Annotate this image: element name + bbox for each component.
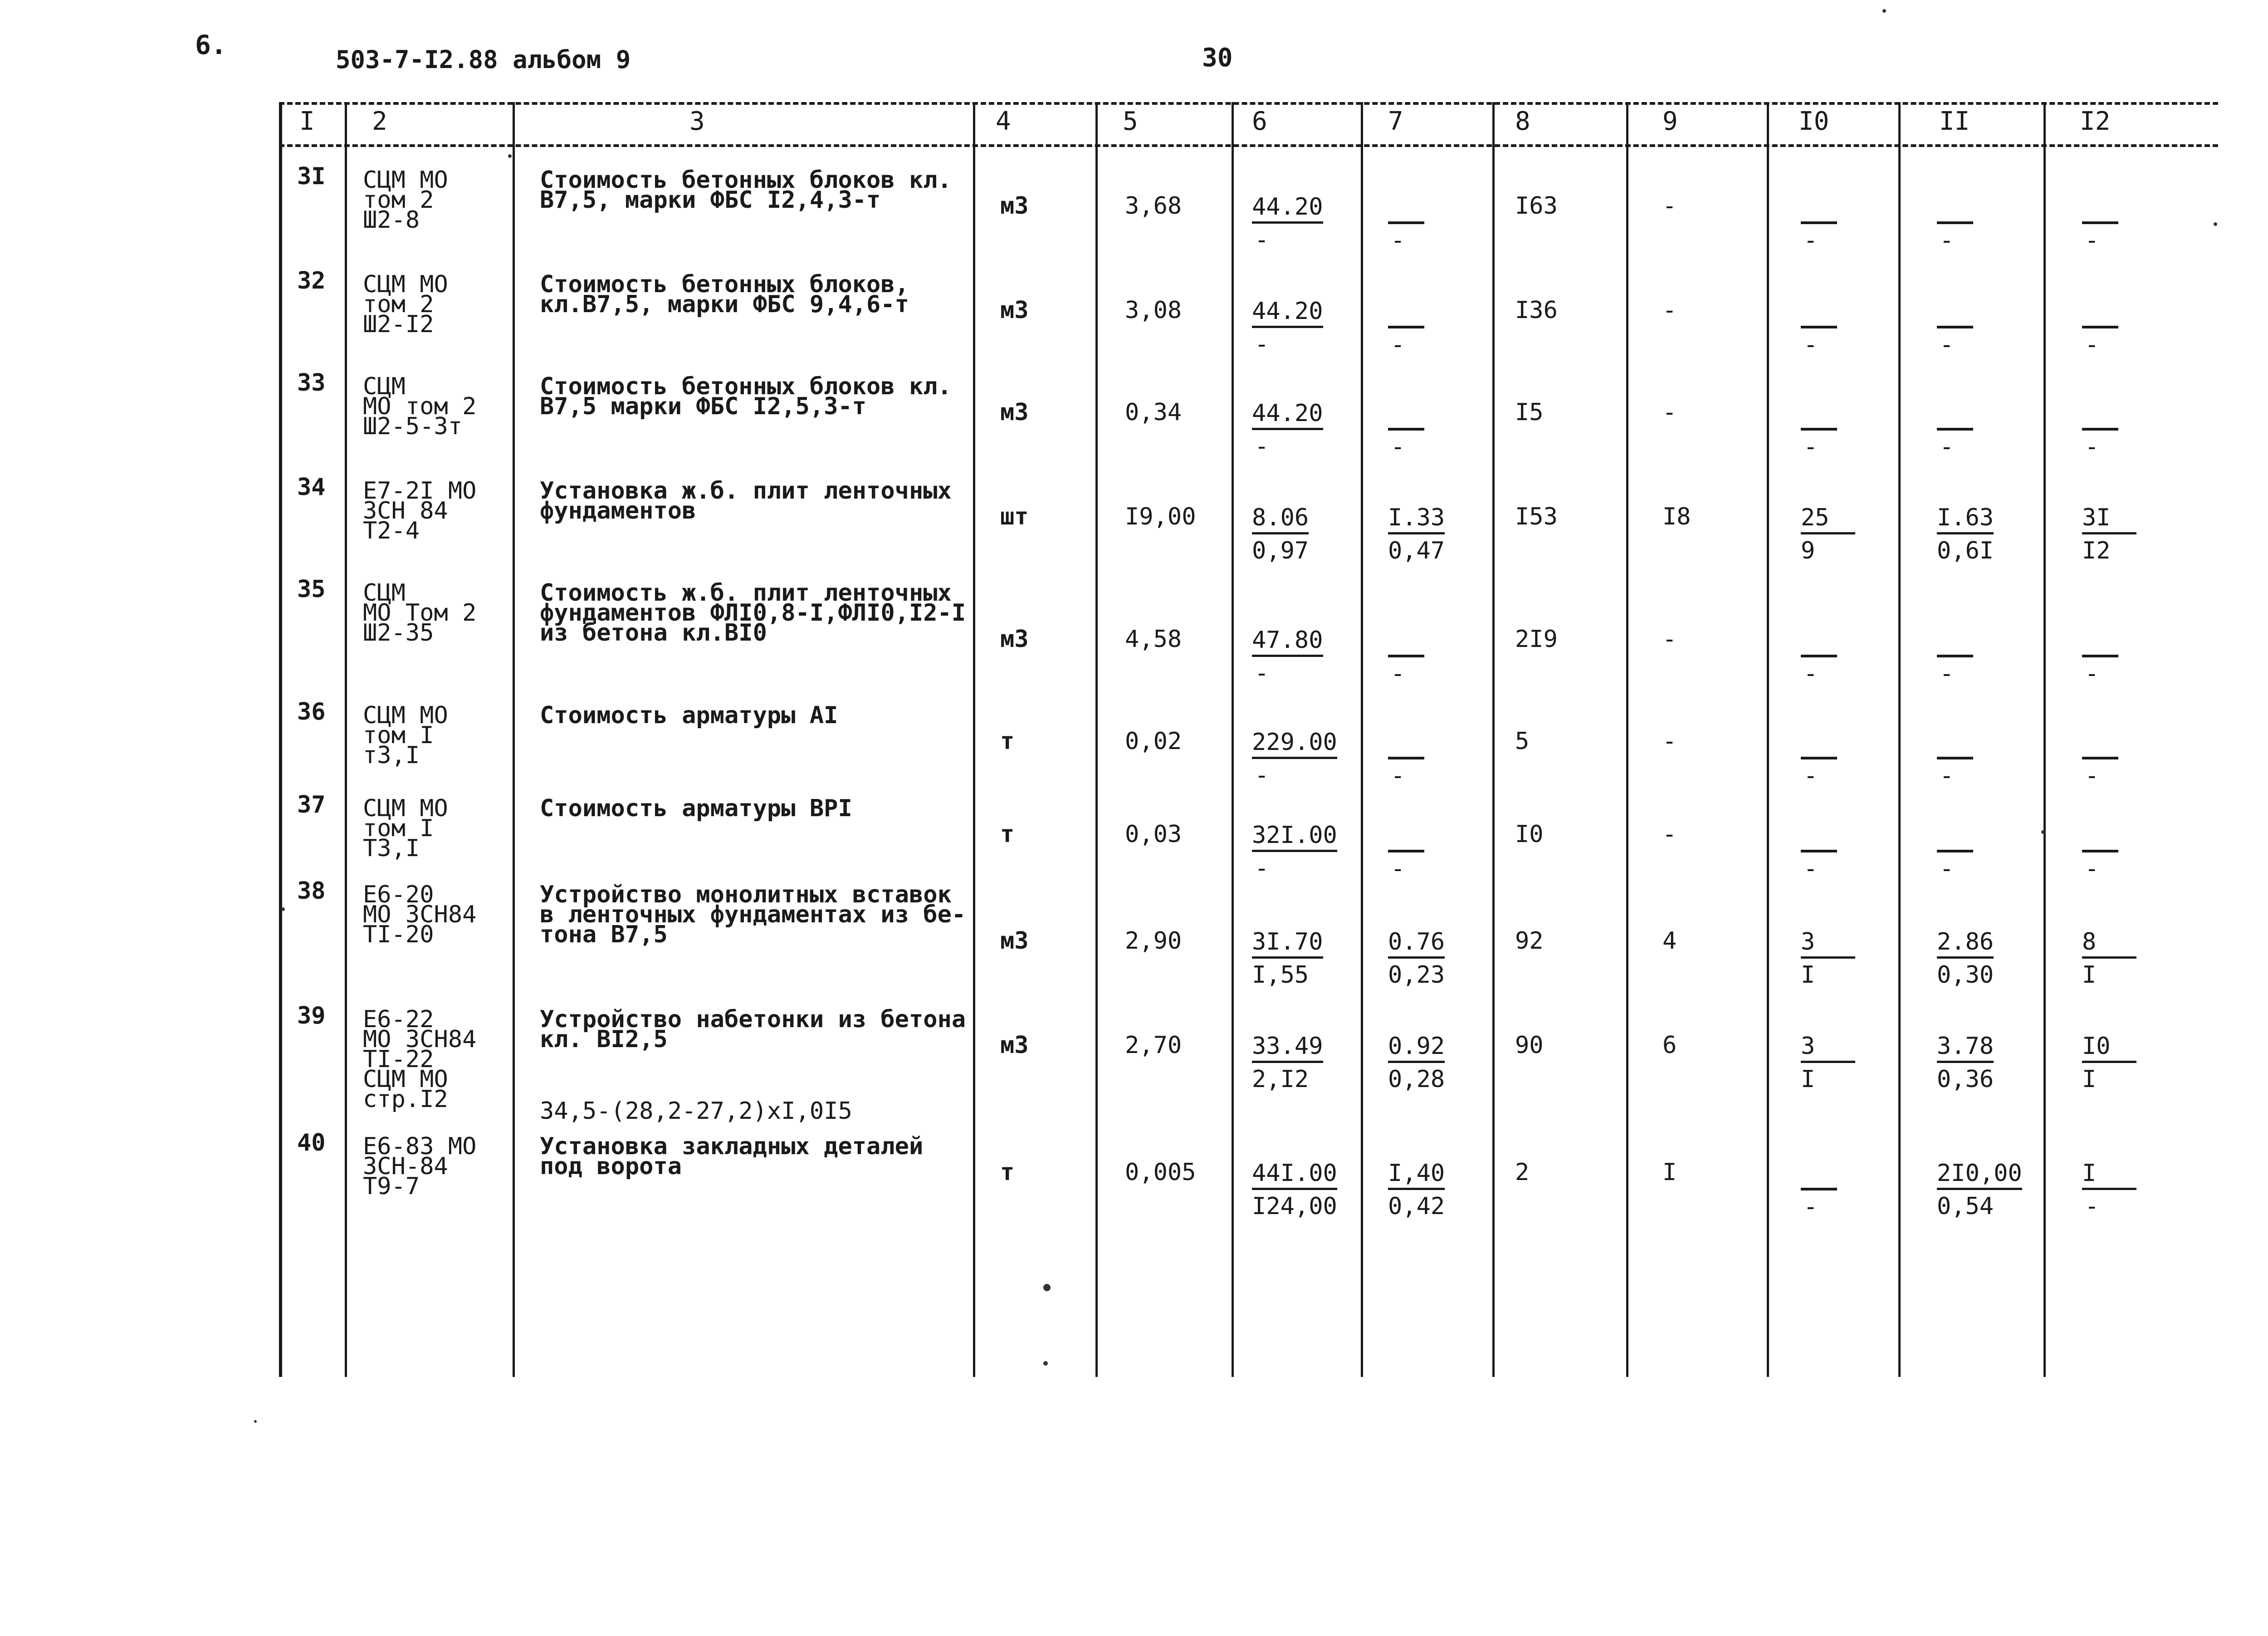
unit-cost-top: 44.20: [1252, 195, 1323, 224]
labor-cost-top: [1937, 299, 1973, 328]
column-rule: [1492, 102, 1495, 1377]
overhead-cost-bottom: -: [2085, 762, 2099, 789]
unit: м3: [1000, 192, 1029, 220]
quantity: 0,02: [1125, 728, 1182, 755]
row-number: 36: [297, 698, 326, 725]
work-description: Установка закладных деталей под ворота: [540, 1133, 924, 1180]
row-number: 37: [297, 791, 326, 818]
column-rule: [1626, 102, 1628, 1377]
labor-cost-top: [1937, 730, 1973, 759]
unit-cost-bottom: I24,00: [1252, 1193, 1337, 1220]
labor-cost: [1937, 628, 1973, 686]
scan-speck: [2041, 830, 2045, 834]
total-cost: I36: [1515, 297, 1558, 324]
labor-cost: [1937, 402, 1973, 459]
unit-cost: [1252, 730, 1337, 787]
machine-cost-bottom: -: [1804, 331, 1818, 358]
wage-cost-bottom: -: [1391, 855, 1405, 882]
labor-cost: [1937, 506, 1994, 563]
column-header: 8: [1515, 107, 1530, 136]
overhead-cost-top: [2082, 402, 2118, 431]
unit: т: [1000, 728, 1015, 755]
header-rule: [279, 102, 2218, 105]
wage-cost: [1388, 402, 1424, 459]
work-description: Установка ж.б. плит ленточных фундаментов: [540, 477, 952, 524]
machine-cost-top: [1801, 730, 1837, 759]
machine-cost-top: [1801, 1161, 1837, 1190]
machine-cost-bottom: -: [1804, 660, 1818, 687]
machine-cost-top: 3: [1801, 1034, 1855, 1063]
labor-cost-top: 2I0,00: [1937, 1161, 2022, 1190]
overhead-cost-bottom: I2: [2082, 537, 2111, 564]
total-wage: -: [1662, 821, 1677, 848]
machine-cost-bottom: I: [1801, 1066, 1815, 1093]
total-wage: -: [1662, 728, 1677, 755]
unit: м3: [1000, 399, 1029, 426]
norm-reference: СЦМ МО том 2 Ш2-8: [363, 167, 448, 234]
labor-cost: [1937, 930, 1994, 987]
unit-cost-top: 3I.70: [1252, 930, 1323, 959]
labor-cost-top: I.63: [1937, 506, 1994, 534]
unit: м3: [1000, 297, 1029, 324]
unit-cost: [1252, 823, 1337, 880]
unit-cost-bottom: -: [1255, 331, 1269, 358]
total-wage: -: [1662, 399, 1677, 426]
wage-cost-top: [1388, 299, 1424, 328]
machine-cost: [1801, 195, 1837, 252]
column-rule: [2043, 102, 2046, 1377]
wage-cost-top: [1388, 195, 1424, 224]
labor-cost: [1937, 730, 1973, 788]
overhead-cost-top: 8: [2082, 930, 2136, 959]
overhead-cost-top: [2082, 823, 2118, 852]
scan-speck: [254, 1420, 257, 1423]
labor-cost-top: [1937, 402, 1973, 431]
overhead-cost-top: [2082, 730, 2118, 759]
norm-reference: СЦМ МО том 2 Ш2-I2: [363, 271, 448, 338]
row-number: 3I: [297, 163, 326, 190]
labor-cost: [1937, 299, 1973, 357]
total-cost: 2: [1515, 1159, 1530, 1186]
unit-cost-top: 229.00: [1252, 730, 1337, 759]
unit-cost: [1252, 1161, 1337, 1218]
total-cost: 5: [1515, 728, 1530, 755]
total-cost: I5: [1515, 399, 1544, 426]
total-cost: 2I9: [1515, 626, 1558, 653]
column-header: I: [299, 107, 315, 136]
column-rule: [1898, 102, 1901, 1377]
machine-cost-bottom: -: [1804, 762, 1818, 789]
overhead-cost: [2082, 628, 2118, 686]
overhead-cost-bottom: I: [2082, 961, 2097, 989]
quantity: 4,58: [1125, 626, 1182, 653]
machine-cost-top: [1801, 823, 1837, 852]
wage-cost: [1388, 1034, 1445, 1091]
machine-cost-top: [1801, 402, 1837, 431]
unit-cost: [1252, 195, 1323, 252]
unit-cost: [1252, 930, 1323, 987]
scan-speck: [1043, 1361, 1048, 1366]
machine-cost: [1801, 402, 1837, 459]
total-cost: I53: [1515, 503, 1558, 530]
wage-cost-top: 0.76: [1388, 930, 1445, 959]
norm-reference: Е6-22 МО 3СН84 ТI-22 СЦМ МО стр.I2: [363, 1006, 477, 1113]
overhead-cost-bottom: -: [2085, 227, 2099, 254]
machine-cost: [1801, 930, 1855, 987]
document-code: 503-7-I2.88 альбом 9: [336, 45, 631, 74]
unit-cost-bottom: -: [1255, 226, 1269, 254]
norm-reference: Е6-20 МО 3СН84 ТI-20: [363, 881, 477, 948]
unit-cost-bottom: -: [1255, 855, 1269, 882]
scan-speck: [2214, 222, 2217, 226]
row-number: 34: [297, 474, 326, 501]
wage-cost: [1388, 1161, 1445, 1218]
labor-cost-bottom: 0,30: [1937, 961, 1994, 989]
norm-reference: Е7-2I МО 3СН 84 Т2-4: [363, 477, 477, 544]
scan-speck: [281, 907, 285, 911]
unit: шт: [1000, 503, 1029, 530]
unit: т: [1000, 1159, 1015, 1186]
overhead-cost-bottom: -: [2085, 660, 2099, 687]
row-number: 39: [297, 1002, 326, 1029]
overhead-cost-top: I0: [2082, 1034, 2136, 1063]
labor-cost-bottom: 0,6I: [1937, 537, 1994, 564]
unit-cost-top: 44I.00: [1252, 1161, 1337, 1190]
row-number: 38: [297, 877, 326, 905]
wage-cost-bottom: -: [1391, 227, 1405, 254]
total-wage: 4: [1662, 927, 1677, 955]
overhead-cost-bottom: -: [2085, 433, 2099, 460]
column-header: 3: [689, 107, 705, 136]
wage-cost-top: I.33: [1388, 506, 1445, 534]
labor-cost-bottom: -: [1940, 433, 1954, 460]
wage-cost-bottom: 0,47: [1388, 537, 1445, 564]
wage-cost-top: [1388, 730, 1424, 759]
machine-cost: [1801, 1034, 1855, 1091]
column-header: I0: [1799, 107, 1829, 136]
wage-cost: [1388, 930, 1445, 987]
wage-cost: [1388, 823, 1424, 881]
labor-cost: [1937, 195, 1973, 252]
wage-cost-top: [1388, 628, 1424, 657]
unit-cost-bottom: 0,97: [1252, 537, 1309, 564]
machine-cost: [1801, 1161, 1837, 1219]
machine-cost-top: [1801, 628, 1837, 657]
row-number: 33: [297, 369, 326, 397]
labor-cost: [1937, 1161, 2022, 1218]
scan-speck: [1043, 1284, 1051, 1291]
machine-cost-bottom: -: [1804, 433, 1818, 460]
machine-cost: [1801, 730, 1837, 788]
overhead-cost: [2082, 506, 2136, 563]
column-rule: [1232, 102, 1234, 1377]
quantity: 0,03: [1125, 821, 1182, 848]
row-number: 35: [297, 576, 326, 603]
unit-cost-top: 44.20: [1252, 299, 1323, 328]
unit: м3: [1000, 927, 1029, 955]
total-cost: I63: [1515, 192, 1558, 220]
quantity: 3,08: [1125, 297, 1182, 324]
machine-cost: [1801, 823, 1837, 881]
unit-cost-bottom: I,55: [1252, 961, 1309, 989]
machine-cost: [1801, 506, 1855, 563]
labor-cost-bottom: -: [1940, 855, 1954, 882]
machine-cost-bottom: I: [1801, 961, 1815, 989]
scan-speck: [1882, 9, 1886, 13]
wage-cost-top: [1388, 823, 1424, 852]
overhead-cost-bottom: -: [2085, 331, 2099, 358]
wage-cost-bottom: -: [1391, 331, 1405, 358]
quantity: I9,00: [1125, 503, 1196, 530]
quantity: 0,34: [1125, 399, 1182, 426]
labor-cost-bottom: 0,54: [1937, 1193, 1994, 1220]
unit-cost: [1252, 299, 1323, 356]
machine-cost-bottom: -: [1804, 227, 1818, 254]
norm-reference: СЦМ МО том I Т3,I: [363, 795, 448, 862]
machine-cost-top: 3: [1801, 930, 1855, 959]
column-header: 9: [1662, 107, 1678, 136]
quantity: 2,90: [1125, 927, 1182, 955]
row-number: 40: [297, 1129, 326, 1156]
wage-cost: [1388, 195, 1424, 252]
labor-cost-top: 3.78: [1937, 1034, 1994, 1063]
labor-cost-bottom: -: [1940, 331, 1954, 358]
machine-cost: [1801, 628, 1837, 686]
norm-reference: СЦМ МО Том 2 Ш2-35: [363, 579, 477, 647]
total-wage: -: [1662, 626, 1677, 653]
total-wage: -: [1662, 192, 1677, 220]
unit-cost-top: 44.20: [1252, 402, 1323, 430]
unit: м3: [1000, 626, 1029, 653]
wage-cost-top: 0.92: [1388, 1034, 1445, 1063]
unit-cost-bottom: -: [1255, 433, 1269, 460]
wage-cost: [1388, 299, 1424, 357]
total-wage: I: [1662, 1159, 1677, 1186]
norm-reference: СЦМ МО том 2 Ш2-5-3т: [363, 373, 477, 440]
labor-cost-top: [1937, 628, 1973, 657]
overhead-cost-top: [2082, 628, 2118, 657]
machine-cost-top: [1801, 299, 1837, 328]
labor-cost-bottom: -: [1940, 227, 1954, 254]
labor-cost: [1937, 1034, 1994, 1091]
labor-cost-bottom: -: [1940, 660, 1954, 687]
total-cost: I0: [1515, 821, 1544, 848]
page-number: 30: [1202, 43, 1233, 73]
wage-cost: [1388, 628, 1424, 686]
unit-cost: [1252, 402, 1323, 458]
machine-cost-bottom: -: [1804, 1193, 1818, 1220]
work-description: Устройство набетонки из бетона кл. ВI2,5: [540, 1006, 966, 1053]
unit-cost: [1252, 1034, 1323, 1091]
overhead-cost: [2082, 823, 2118, 881]
wage-cost-top: [1388, 402, 1424, 431]
wage-cost-bottom: -: [1391, 433, 1405, 460]
header-rule: [279, 144, 2218, 147]
column-rule: [513, 102, 515, 1377]
overhead-cost-top: [2082, 299, 2118, 328]
total-cost: 90: [1515, 1032, 1544, 1059]
unit-cost-bottom: 2,I2: [1252, 1066, 1309, 1093]
labor-cost-top: [1937, 823, 1973, 852]
labor-cost-bottom: -: [1940, 762, 1954, 789]
overhead-cost-bottom: -: [2085, 855, 2099, 882]
machine-cost-bottom: 9: [1801, 537, 1815, 564]
unit: м3: [1000, 1032, 1029, 1059]
scan-speck: [508, 154, 512, 158]
overhead-cost-top: [2082, 195, 2118, 224]
work-description: Стоимость бетонных блоков, кл.В7,5, марки ФБС 9,4,6-т: [540, 271, 909, 318]
unit-cost: [1252, 506, 1309, 563]
total-wage: I8: [1662, 503, 1691, 530]
column-rule: [279, 102, 282, 1377]
quantity: 0,005: [1125, 1159, 1196, 1186]
unit-cost-top: 8.06: [1252, 506, 1309, 534]
wage-cost: [1388, 730, 1424, 788]
column-header: 6: [1252, 107, 1267, 136]
quantity: 2,70: [1125, 1032, 1182, 1059]
overhead-cost: [2082, 402, 2118, 459]
volume-formula: 34,5-(28,2-27,2)хI,0I5: [540, 1097, 852, 1125]
unit: т: [1000, 821, 1015, 848]
unit-cost-top: 33.49: [1252, 1034, 1323, 1063]
total-wage: 6: [1662, 1032, 1677, 1059]
overhead-cost-top: 3I: [2082, 506, 2136, 534]
unit-cost-top: 32I.00: [1252, 823, 1337, 852]
total-wage: -: [1662, 297, 1677, 324]
corner-mark: 6.: [195, 29, 227, 60]
overhead-cost: [2082, 195, 2118, 252]
quantity: 3,68: [1125, 192, 1182, 220]
labor-cost: [1937, 823, 1973, 881]
column-rule: [1361, 102, 1363, 1377]
column-header: 7: [1388, 107, 1403, 136]
wage-cost-top: I,40: [1388, 1161, 1445, 1190]
labor-cost-top: [1937, 195, 1973, 224]
column-header: 4: [996, 107, 1011, 136]
overhead-cost: [2082, 730, 2118, 788]
work-description: Стоимость ж.б. плит ленточных фундаментов ФЛI0,8-I,ФЛI0,I2-I из бетона кл.ВI0: [540, 579, 966, 647]
work-description: Стоимость арматуры ВРI: [540, 795, 852, 822]
work-description: Устройство монолитных вставок в ленточных фундаментах из бе- тона В7,5: [540, 881, 966, 948]
column-header: 2: [372, 107, 387, 136]
machine-cost-bottom: -: [1804, 855, 1818, 882]
column-header: I2: [2080, 107, 2111, 136]
column-header: 5: [1123, 107, 1138, 136]
overhead-cost: [2082, 1034, 2136, 1091]
column-rule: [345, 102, 347, 1377]
wage-cost-bottom: -: [1391, 660, 1405, 687]
overhead-cost: [2082, 299, 2118, 357]
machine-cost-top: [1801, 195, 1837, 224]
labor-cost-bottom: 0,36: [1937, 1066, 1994, 1093]
total-cost: 92: [1515, 927, 1544, 955]
overhead-cost: [2082, 1161, 2136, 1218]
machine-cost-top: 25: [1801, 506, 1855, 534]
work-description: Стоимость бетонных блоков кл. В7,5, марки ФБС I2,4,3-т: [540, 167, 952, 214]
overhead-cost: [2082, 930, 2136, 987]
column-rule: [1767, 102, 1769, 1377]
norm-reference: Е6-83 МО 3СН-84 Т9-7: [363, 1133, 477, 1200]
column-rule: [973, 102, 975, 1377]
work-description: Стоимость бетонных блоков кл. В7,5 марки ФБС I2,5,3-т: [540, 373, 952, 420]
work-description: Стоимость арматуры АI: [540, 702, 838, 729]
unit-cost-bottom: -: [1255, 762, 1269, 789]
labor-cost-top: 2.86: [1937, 930, 1994, 959]
column-header: II: [1939, 107, 1970, 136]
machine-cost: [1801, 299, 1837, 357]
wage-cost-bottom: 0,23: [1388, 961, 1445, 989]
overhead-cost-bottom: -: [2085, 1193, 2099, 1220]
norm-reference: СЦМ МО том I т3,I: [363, 702, 448, 769]
wage-cost-bottom: 0,28: [1388, 1066, 1445, 1093]
wage-cost-bottom: 0,42: [1388, 1193, 1445, 1220]
wage-cost: [1388, 506, 1445, 563]
unit-cost-top: 47.80: [1252, 628, 1323, 657]
unit-cost: [1252, 628, 1323, 685]
row-number: 32: [297, 267, 326, 294]
overhead-cost-bottom: I: [2082, 1066, 2097, 1093]
wage-cost-bottom: -: [1391, 762, 1405, 789]
overhead-cost-top: I: [2082, 1161, 2136, 1190]
column-rule: [1095, 102, 1098, 1377]
unit-cost-bottom: -: [1255, 660, 1269, 687]
